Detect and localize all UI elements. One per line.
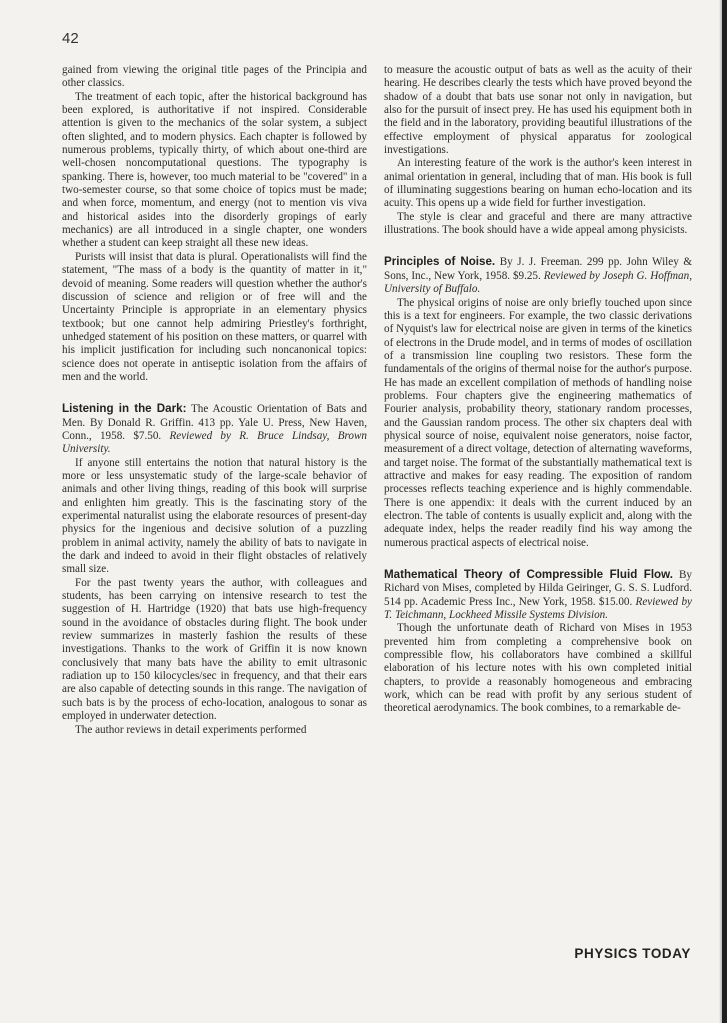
review-heading-principles-of-noise (384, 255, 692, 296)
paragraph: An interesting feature of the work is the author's keen interest in animal orientation in general, including that of man. His book is full of illuminating suggestions bearing on human echo-location and its acuity. This opens up a wide field for further investigation. (384, 157, 692, 210)
review-byline: By Richard von Mises, completed by Hilda Geiringer, G. S. S. Ludford. 514 pp. Academic Press Inc., New York, 1958. $15.00. (384, 569, 692, 608)
reviewer-credit: Reviewed by T. Teichmann, Lockheed Missile Systems Division. (384, 595, 692, 622)
right-column (384, 64, 692, 716)
paragraph: The author reviews in detail experiments performed (75, 723, 307, 736)
page-number: 42 (62, 30, 79, 47)
paragraph: The style is clear and graceful and there are many attractive illustrations. The book should have a wide appeal among physicists. (384, 210, 692, 237)
paragraph: Though the unfortunate death of Richard von Mises in 1953 prevented him from completing a comprehensive book on compressible flow, his collaborators have combined a skillful elaboration of his lecture notes with his own completed initial chapters, to provide a reasonably homogeneous and embracing work, which can be read with profit by any serious student of theoretical aerodynamics. The book combines, to a remarkable de- (384, 622, 692, 715)
review-byline: The Acoustic Orientation of Bats and Men. By Donald R. Griffin. 413 pp. Yale U. Press, New Haven, Conn., 1958. $7.50. (62, 403, 367, 442)
paragraph: If anyone still entertains the notion that natural history is the more or less unsystematic study of the large-scale behavior of animals and other living things, reading of this book will surprise and enlighten him greatly. This is the fascinating story of the experimental naturalist using the elaborate resources of present-day physics for the ingenious and decisive solution of a puzzling problem in animal activity, namely the ability of bats to navigate in the dark and indeed to avoid in their flight obstacles of relatively small size. (62, 456, 367, 576)
journal-footer: PHYSICS TODAY (574, 946, 691, 961)
reviewer-credit: Reviewed by R. Bruce Lindsay, Brown University. (62, 429, 367, 456)
paragraph: to measure the acoustic output of bats as well as the acuity of their hearing. He describes clearly the tests which have proved beyond the shadow of a doubt that bats use sonar not only in navigation, but also for the pursuit of insect prey. He has used his equipment both in the field and in the laboratory, providing beautiful illustrations of the effective employment of physical apparatus for zoological investigations. (384, 64, 692, 157)
page-edge (722, 0, 727, 1023)
left-column (62, 64, 367, 737)
review-title: Listening in the Dark: (62, 402, 187, 416)
review-title: Principles of Noise. (384, 255, 496, 269)
paragraph: The treatment of each topic, after the historical background has been explored, is authoritative if not inspired. Considerable attention is given to the mechanics of the solar system, a subject often slighted, and to modern physics. Each chapter is followed by numerous problems, typically thirty, of which about one-third are well-chosen noncomputational questions. The typography is spanking. There is, however, too much material to be "covered" in a two-semester course, so that some choice of topics must be made; and when force, momentum, and energy (not to mention vis viva and historical asides into the disorderly gropings of early mechanics) are all introduced in a single chapter, one wonders whether a student can keep straight all these new ideas. (62, 90, 367, 250)
paragraph: gained from viewing the original title pages of the Principia and other classics. (62, 64, 367, 90)
reviewer-credit: Reviewed by Joseph G. Hoffman, University of Buffalo. (384, 269, 692, 296)
paragraph: For the past twenty years the author, with colleagues and students, has been carrying on intensive research to test the suggestion of H. Hartridge (1920) that bats use high-frequency sound in the avoidance of obstacles during flight. The book under review summarizes in masterly fashion the results of these investigations. Thanks to the work of Griffin it is now known conclusively that many bats have the ability to emit ultrasonic radiation up to 150 kilocycles/sec in frequency, and that their ears are also capable of detecting sounds in this range. The navigation of such bats is by the process of echo-location, analogous to sonar as employed in underwater detection. (62, 576, 367, 723)
review-heading-compressible-fluid-flow (384, 568, 692, 622)
review-byline: By J. J. Freeman. 299 pp. John Wiley & Sons, Inc., New York, 1958. $9.25. (384, 256, 692, 282)
paragraph: Purists will insist that data is plural. Operationalists will find the statement, "The mass of a body is the quantity of matter in it," devoid of meaning. Some readers will question whether the author's discussion of science and religion or of free will and the Uncertainty Principle is appropriate in an elementary physics textbook; but one cannot help admiring Priestley's forthright, unhedged statement of his position on these matters, or quarrel with his implicit justification for including such noncanonical topics: science does not operate in antiseptic isolation from the affairs of men and the world. (62, 250, 367, 383)
review-title: Mathematical Theory of Compressible Fluid Flow. (384, 568, 673, 582)
paragraph: The physical origins of noise are only briefly touched upon since this is a text for engineers. For example, the two classic derivations of Nyquist's law for electrical noise are given in terms of the kinetics of electrons in the Drude model, and in terms of modes of oscillation of a transmission line coupling two resistors. These form the fundamentals of the origins of thermal noise for the author's purpose. He has made an excellent compilation of methods of handling noise problems. Four chapters give the engineering mathematics of Fourier analysis, probability theory, stationary random processes, and the Gaussian random process. The other six chapters deal with physical source of noise, equivalent noise generators, noise factor, measurement of a direct voltage, detection of alternating waveforms, and target noise. The format of the substantially mathematical text is attractive and makes for easy reading. The exposition of random processes reflects teaching experience and is highly commendable. There is one appendix: it deals with the current induced by an electron. The table of contents is usually explicit and, along with the adequate index, helps the reader readily find his way among the numerous practical aspects of electrical noise. (384, 296, 692, 549)
review-heading-listening-in-the-dark (62, 402, 367, 456)
